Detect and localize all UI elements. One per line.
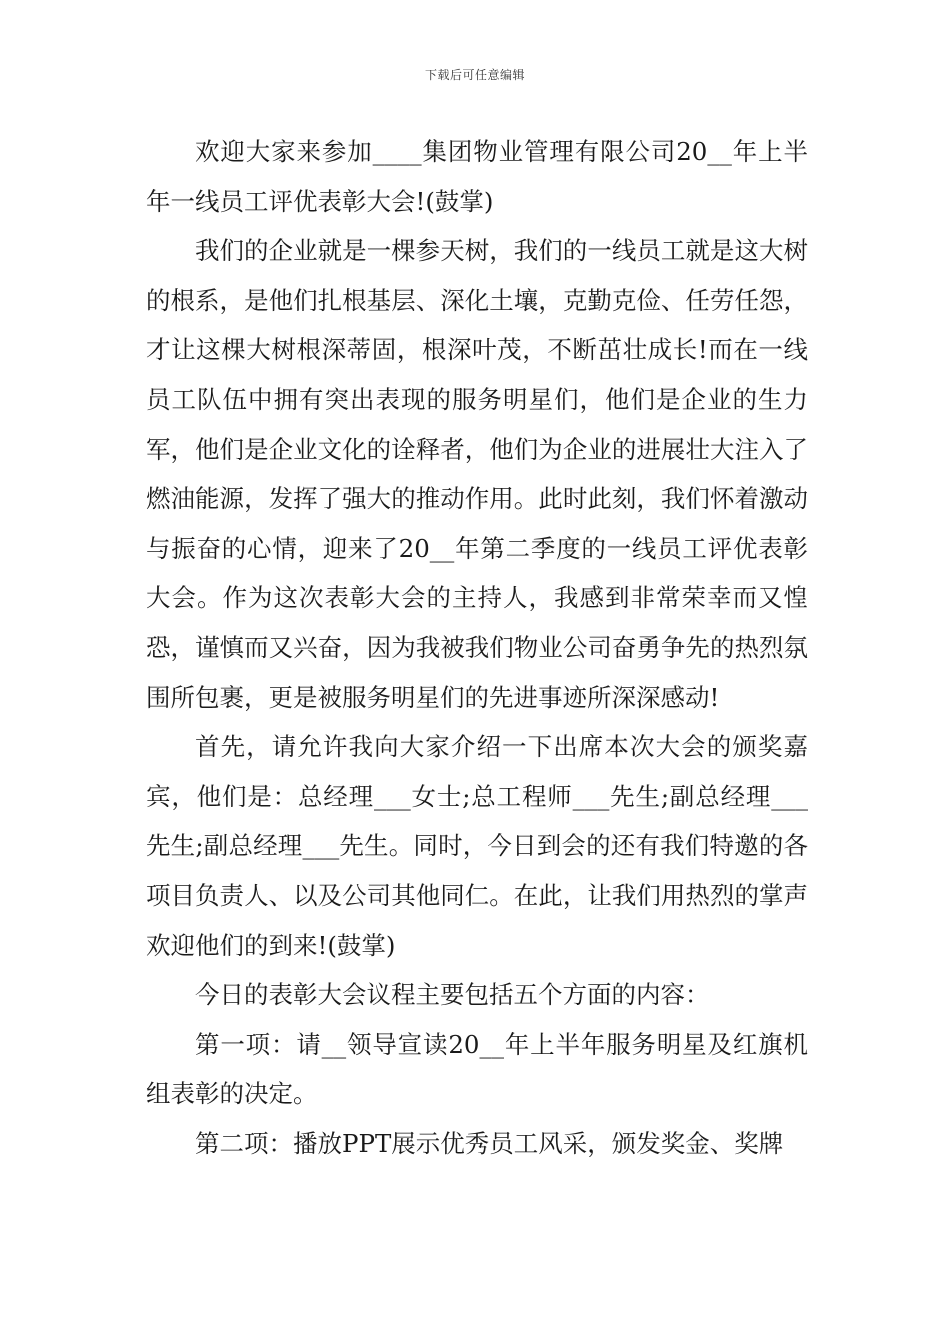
paragraph-agenda-intro: 今日的表彰大会议程主要包括五个方面的内容： [195,980,710,1010]
paragraph-welcome: 欢迎大家来参加____集团物业管理有限公司20__年上半年一线员工评优表彰大会!(鼓掌) [146,137,808,216]
document-body [146,127,808,1168]
paragraph-frontline-staff: 我们的企业就是一棵参天树，我们的一线员工就是这大树的根系，是他们扎根基层、深化土壤，克勤克俭、任劳任怨，才让这棵大树根深蒂固，根深叶茂，不断茁壮成长!而在一线员工队伍中拥有突出表现的服务明星们，他们是企业的生力军，他们是企业文化的诠释者，他们为企业的进展壮大注入了燃油能源，发挥了强大的推动作用。此时此刻，我们怀着激动与振奋的心情，迎来了20__年第二季度的一线员工评优表彰大会。作为这次表彰大会的主持人，我感到非常荣幸而又惶恐，谨慎而又兴奋，因为我被我们物业公司奋勇争先的热烈氛围所包裹，更是被服务明星们的先进事迹所深深感动! [146,236,808,712]
paragraph-agenda-item-1: 第一项：请__领导宣读20__年上半年服务明星及红旗机组表彰的决定。 [146,1029,808,1109]
page-header: 下载后可任意编辑 [424,68,525,82]
paragraph-guests: 首先，请允许我向大家介绍一下出席本次大会的颁奖嘉宾，他们是：总经理___女士;总工程师___先生;副总经理___先生;副总经理___先生。同时，今日到会的还有我们特邀的各项目负责人、以及公司其他同仁。在此，让我们用热烈的掌声欢迎他们的到来!(鼓掌) [146,732,808,960]
paragraph-agenda-item-2: 第二项：播放PPT展示优秀员工风采，颁发奖金、奖牌 [195,1128,784,1158]
